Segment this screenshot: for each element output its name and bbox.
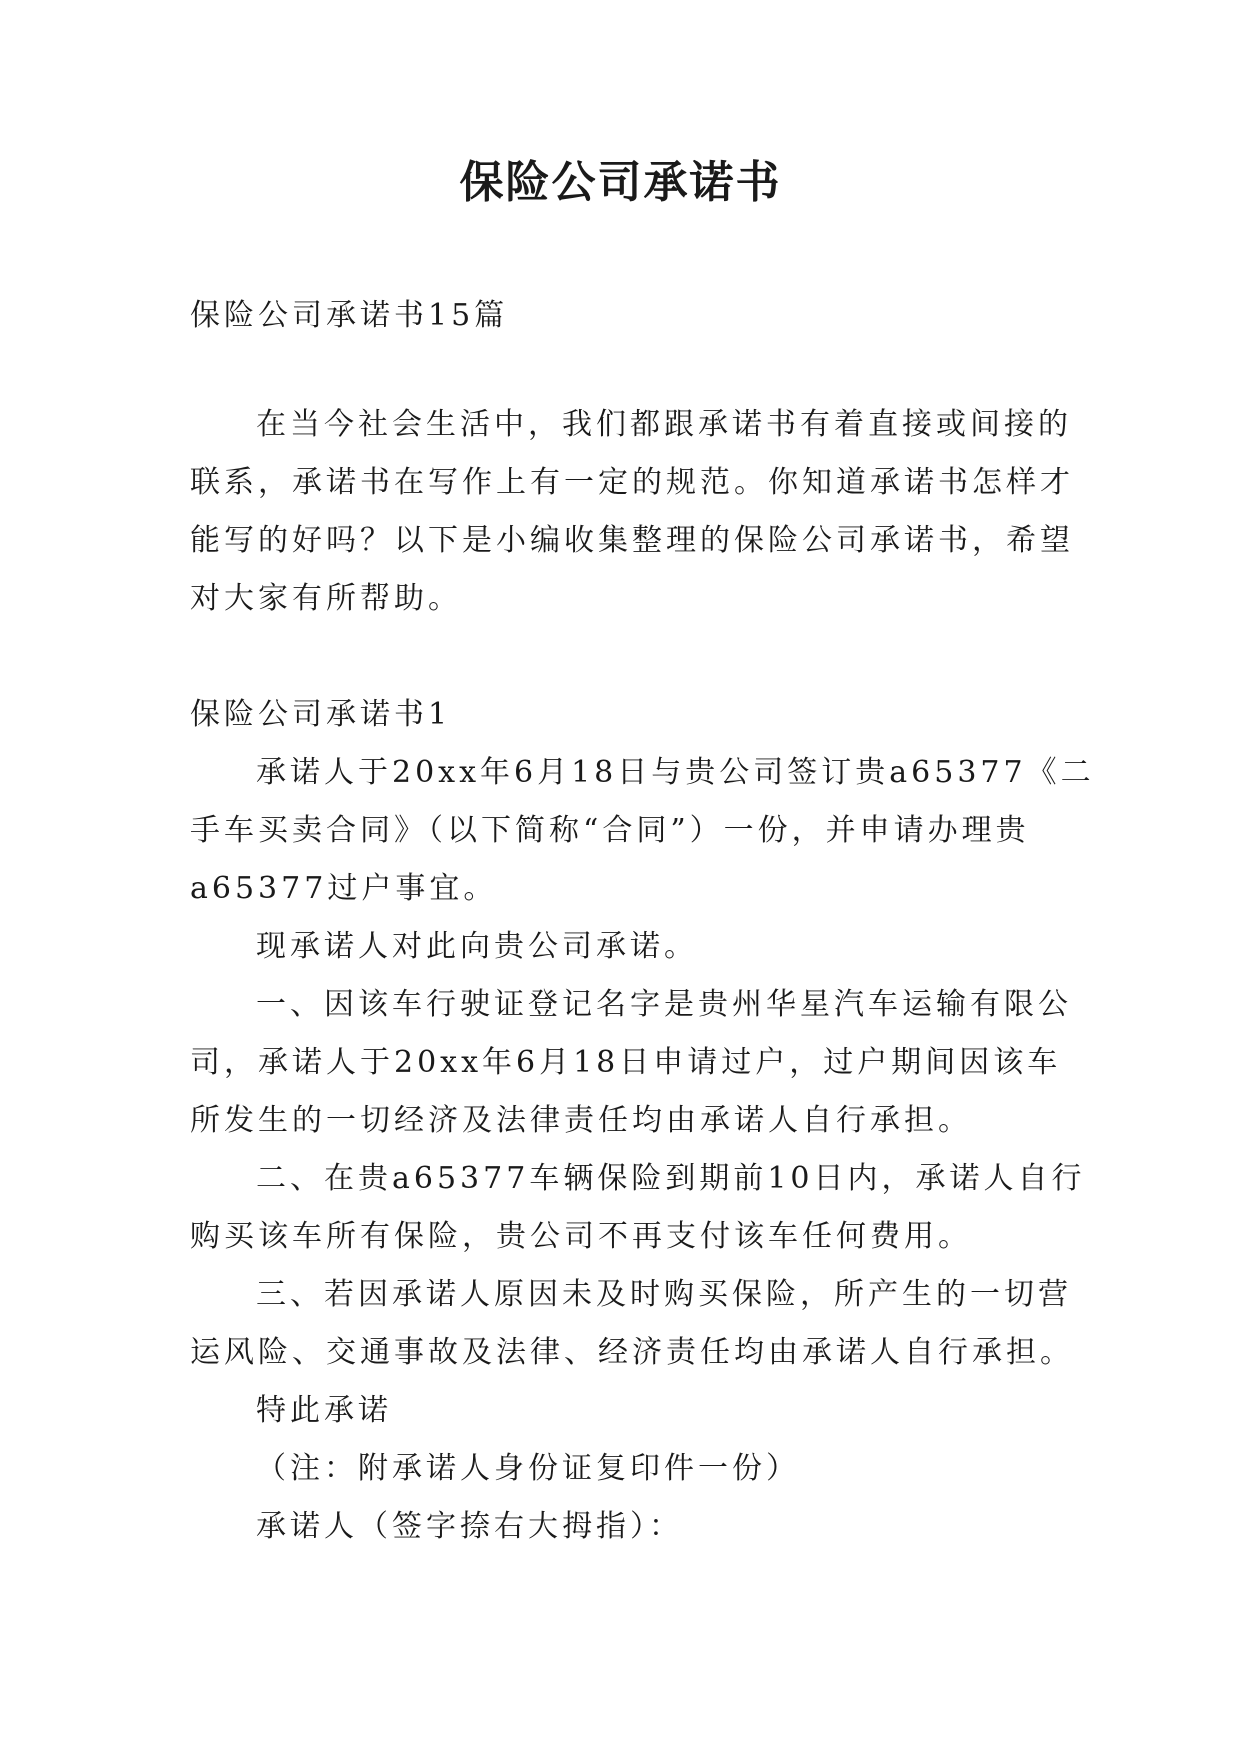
body-line-5: 一、因该车行驶证登记名字是贵州华星汽车运输有限公 — [256, 987, 1072, 1022]
body-line-4: 现承诺人对此向贵公司承诺。 — [256, 929, 698, 964]
body-line-2: 手车买卖合同》（以下简称“合同”）一份，并申请办理贵 — [190, 813, 1030, 848]
section-heading: 保险公司承诺书1 — [190, 697, 452, 732]
page-title: 保险公司承诺书 — [459, 157, 782, 208]
intro-line-2: 联系，承诺书在写作上有一定的规范。你知道承诺书怎样才 — [190, 465, 1074, 500]
body-line-13: （注：附承诺人身份证复印件一份） — [256, 1451, 800, 1486]
body-line-11: 运风险、交通事故及法律、经济责任均由承诺人自行承担。 — [190, 1335, 1074, 1370]
body-line-12: 特此承诺 — [256, 1393, 392, 1428]
intro-line-3: 能写的好吗？以下是小编收集整理的保险公司承诺书，希望 — [190, 523, 1074, 558]
body-line-1: 承诺人于20xx年6月18日与贵公司签订贵a65377《二 — [256, 755, 1095, 790]
body-line-6: 司，承诺人于20xx年6月18日申请过户，过户期间因该车 — [190, 1045, 1062, 1080]
body-line-14: 承诺人（签字捺右大拇指）： — [256, 1509, 683, 1544]
body-line-10: 三、若因承诺人原因未及时购买保险，所产生的一切营 — [256, 1277, 1072, 1312]
intro-line-1: 在当今社会生活中，我们都跟承诺书有着直接或间接的 — [256, 407, 1072, 442]
subtitle: 保险公司承诺书15篇 — [190, 298, 509, 333]
intro-line-4: 对大家有所帮助。 — [190, 581, 462, 616]
body-line-7: 所发生的一切经济及法律责任均由承诺人自行承担。 — [190, 1103, 972, 1138]
body-line-8: 二、在贵a65377车辆保险到期前10日内，承诺人自行 — [256, 1161, 1086, 1196]
body-line-9: 购买该车所有保险，贵公司不再支付该车任何费用。 — [190, 1219, 972, 1254]
body-line-3: a65377过户事宜。 — [190, 871, 498, 906]
